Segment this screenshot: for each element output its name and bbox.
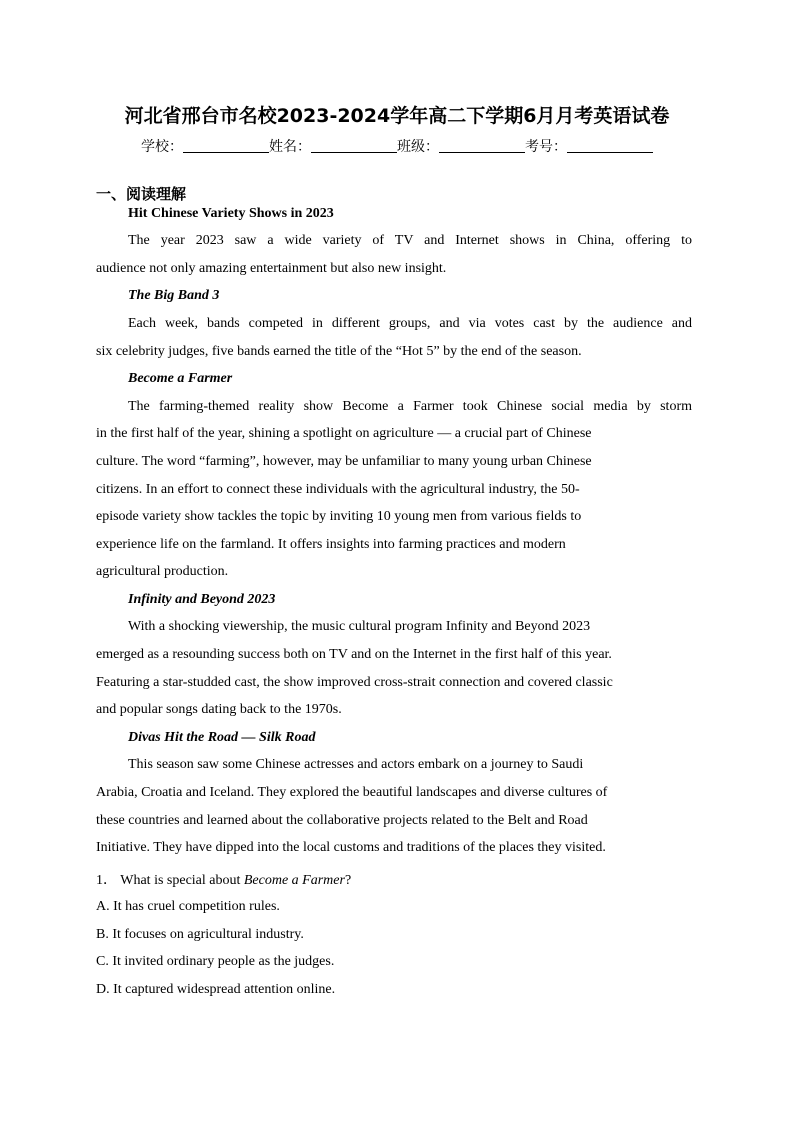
- question-stem: [96, 869, 351, 889]
- option-b[interactable]: B. It focuses on agricultural industry.: [96, 927, 304, 942]
- student-info-line: [0, 136, 794, 156]
- school-label: 学校：: [141, 139, 183, 155]
- paragraph-line: emerged as a resounding success both on TV and on the Internet in the first half of this year.: [96, 647, 612, 662]
- paragraph-line: With a shocking viewership, the music cultural program Infinity and Beyond 2023: [128, 619, 591, 634]
- number-blank[interactable]: [567, 139, 653, 153]
- intro-line: The year 2023 saw a wide variety of TV and Internet shows in China, offering to: [128, 233, 692, 248]
- paragraph-line: these countries and learned about the collaborative projects related to the Belt and Road: [96, 813, 588, 828]
- subsection-title: Become a Farmer: [128, 371, 233, 386]
- section-title: 一、阅读理解: [96, 185, 187, 203]
- paragraph-line: citizens. In an effort to connect these individuals with the agricultural industry, the 50-: [96, 482, 580, 497]
- intro-line: audience not only amazing entertainment but also new insight.: [96, 261, 447, 276]
- school-blank[interactable]: [183, 139, 269, 153]
- name-label: 姓名：: [269, 139, 311, 155]
- passage-title: Hit Chinese Variety Shows in 2023: [128, 206, 334, 221]
- option-a[interactable]: A. It has cruel competition rules.: [96, 899, 280, 914]
- paragraph-line: six celebrity judges, five bands earned the title of the “Hot 5” by the end of the season.: [96, 344, 582, 359]
- subsection-title: Infinity and Beyond 2023: [128, 592, 276, 607]
- subsection-title: Divas Hit the Road — Silk Road: [128, 730, 316, 745]
- paragraph-line: Each week, bands competed in different groups, and via votes cast by the audience and: [128, 316, 692, 331]
- paragraph-line: in the first half of the year, shining a spotlight on agriculture — a crucial part of Chinese: [96, 426, 592, 441]
- paragraph-line: episode variety show tackles the topic by inviting 10 young men from various fields to: [96, 509, 582, 524]
- class-label: 班级：: [397, 139, 439, 155]
- paragraph-line: and popular songs dating back to the 1970s.: [96, 702, 342, 717]
- question-stem-suffix: ?: [344, 873, 352, 888]
- subsection-title: The Big Band 3: [128, 288, 220, 303]
- question-stem-prefix: 1． What is special about: [96, 873, 244, 888]
- number-label: 考号：: [525, 139, 567, 155]
- paragraph-line: Arabia, Croatia and Iceland. They explored the beautiful landscapes and diverse cultures of: [96, 785, 608, 800]
- paragraph-line: agricultural production.: [96, 564, 229, 579]
- paragraph-line: experience life on the farmland. It offers insights into farming practices and modern: [96, 537, 566, 552]
- page-title: 河北省邢台市名校2023-2024学年高二下学期6月月考英语试卷: [124, 105, 670, 127]
- paragraph-line: Initiative. They have dipped into the local customs and traditions of the places they visited.: [96, 840, 606, 855]
- paragraph-line: This season saw some Chinese actresses and actors embark on a journey to Saudi: [128, 757, 584, 772]
- option-c[interactable]: C. It invited ordinary people as the judges.: [96, 954, 335, 969]
- paragraph-line: The farming-themed reality show Become a Farmer took Chinese social media by storm: [128, 399, 692, 414]
- class-blank[interactable]: [439, 139, 525, 153]
- name-blank[interactable]: [311, 139, 397, 153]
- paragraph-line: culture. The word “farming”, however, may be unfamiliar to many young urban Chinese: [96, 454, 592, 469]
- paragraph-line: Featuring a star-studded cast, the show improved cross-strait connection and covered classic: [96, 675, 613, 690]
- question-stem-italic: Become a Farmer: [243, 873, 345, 888]
- option-d[interactable]: D. It captured widespread attention online.: [96, 982, 336, 997]
